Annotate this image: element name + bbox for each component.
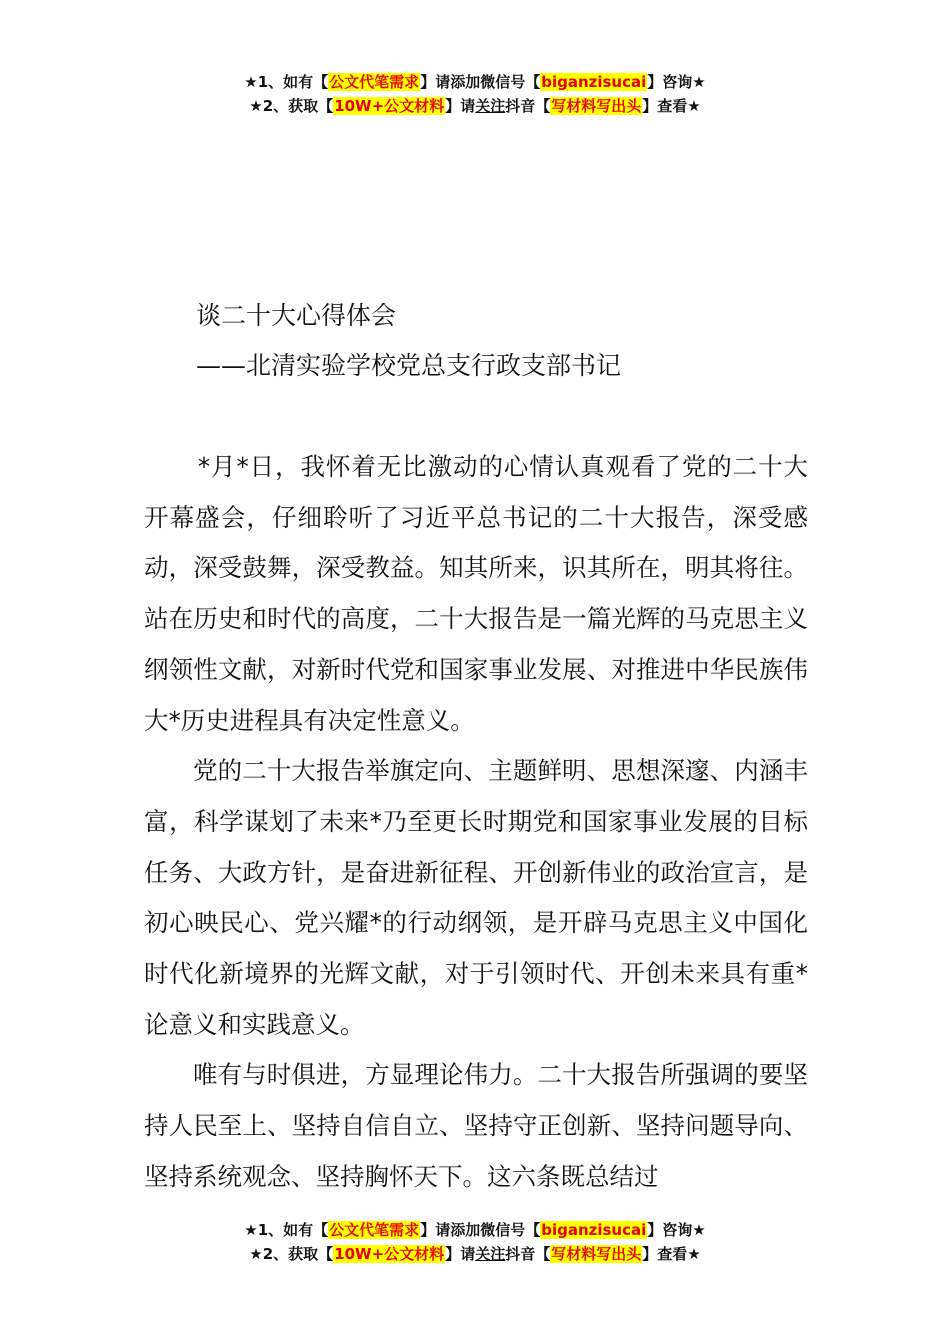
footer-banner (0, 1218, 950, 1266)
highlight-materials: 10W+公文材料 (334, 1245, 445, 1263)
banner-line-1: ★1、如有【公文代笔需求】请添加微信号【biganzisucai】咨询★ (244, 1221, 706, 1239)
highlight-douyin: 写材料写出头 (551, 1245, 642, 1263)
highlight-wechat-id: biganzisucai (541, 73, 647, 91)
body-paragraph: *月*日，我怀着无比激动的心情认真观看了党的二十大开幕盛会，仔细聆听了习近平总书记的二十大报告，深受感动，深受鼓舞，深受教益。知其所来，识其所在，明其将往。站在历史和时代的高度，二十大报告是一篇光辉的马克思主义纲领性文献，对新时代党和国家事业发展、对推进中华民族伟大*历史进程具有决定性意义。 (144, 452, 808, 735)
highlight-wechat-id: biganzisucai (541, 1221, 647, 1239)
header-banner (0, 70, 950, 118)
banner-line-1: ★1、如有【公文代笔需求】请添加微信号【biganzisucai】咨询★ (244, 73, 706, 91)
highlight-ghostwriting: 公文代笔需求 (329, 73, 420, 91)
banner-line-2: ★2、获取【10W+公文材料】请关注抖音【写材料写出头】查看★ (249, 1245, 701, 1263)
highlight-ghostwriting: 公文代笔需求 (329, 1221, 420, 1239)
document-subtitle: ——北清实验学校党总支行政支部书记 (196, 351, 622, 380)
body-paragraph: 唯有与时俱进，方显理论伟力。二十大报告所强调的要坚持人民至上、坚持自信自立、坚持守正创新、坚持问题导向、坚持系统观念、坚持胸怀天下。这六条既总结过 (144, 1060, 808, 1191)
highlight-materials: 10W+公文材料 (334, 97, 445, 115)
banner-line-2: ★2、获取【10W+公文材料】请关注抖音【写材料写出头】查看★ (249, 97, 701, 115)
highlight-douyin: 写材料写出头 (551, 97, 642, 115)
document-body (144, 442, 808, 1203)
document-title: 谈二十大心得体会 (196, 301, 397, 330)
body-paragraph: 党的二十大报告举旗定向、主题鲜明、思想深邃、内涵丰富，科学谋划了未来*乃至更长时期党和国家事业发展的目标任务、大政方针，是奋进新征程、开创新伟业的政治宣言，是初心映民心、党兴耀*的行动纲领，是开辟马克思主义中国化时代化新境界的光辉文献，对于引领时代、开创未来具有重*论意义和实践意义。 (144, 756, 808, 1039)
